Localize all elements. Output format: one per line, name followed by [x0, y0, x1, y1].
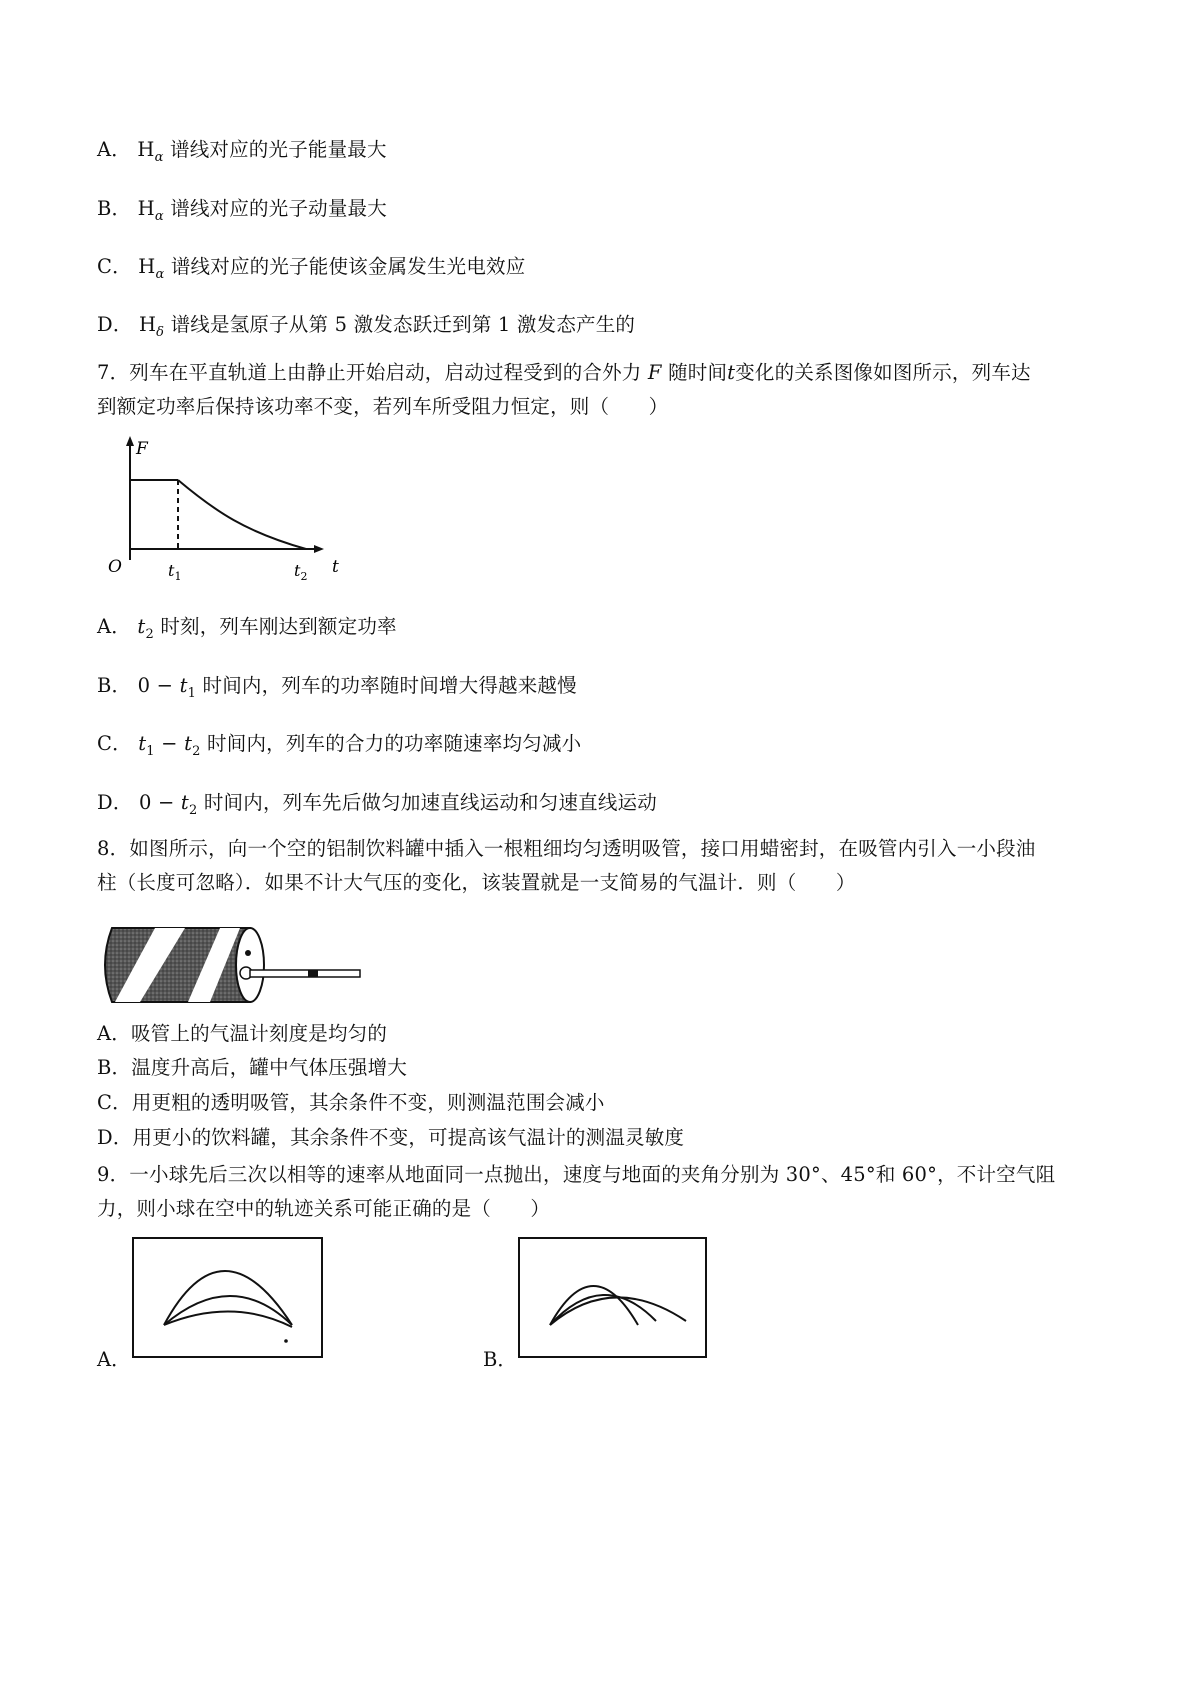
q7-option-a: A． $t_2$ 时刻，列车刚达到额定功率: [97, 615, 397, 642]
can-svg: [100, 920, 370, 1010]
t2-tick-label: $t_2$: [294, 561, 308, 582]
q6-option-d: D． $H_\delta$ 谱线是氢原子从第 5 激发态跃迁到第 1 激发态产生的: [97, 313, 636, 340]
q8-stem-line1: 8．如图所示，向一个空的铝制饮料罐中插入一根粗细均匀透明吸管，接口用蜡密封，在吸管内引入一小段油: [97, 837, 1036, 860]
x-axis-arrow: [314, 545, 324, 553]
q9-option-b-figure: [518, 1237, 708, 1359]
q6-option-c: C． $H_\alpha$ 谱线对应的光子能使该金属发生光电效应: [97, 255, 526, 282]
q8-option-c: C．用更粗的透明吸管，其余条件不变，则测温范围会减小: [97, 1091, 605, 1114]
q9-stem-line1: 9．一小球先后三次以相等的速率从地面同一点抛出，速度与地面的夹角分别为 30°、45°和 60°，不计空气阻: [97, 1163, 1056, 1186]
can-lid: [236, 928, 264, 1002]
q8-can-thermometer-figure: [100, 920, 370, 1010]
q8-option-a: A．吸管上的气温计刻度是均匀的: [97, 1022, 388, 1045]
x-axis-label: t: [332, 557, 339, 577]
y-axis-arrow: [126, 436, 134, 446]
q9-stem-line2: 力，则小球在空中的轨迹关系可能正确的是（ ）: [97, 1197, 551, 1220]
y-axis-label: F: [136, 439, 148, 459]
q9-option-b-label: B．: [483, 1348, 517, 1371]
q9-option-a-figure: [132, 1237, 324, 1359]
q7-graph-svg: [106, 432, 346, 582]
q7-stem-line2: 到额定功率后保持该功率不变，若列车所受阻力恒定，则（ ）: [97, 395, 669, 418]
decreasing-force-curve: [178, 480, 306, 549]
oil-column: [308, 970, 318, 977]
q7-stem-line1: 7．列车在平直轨道上由静止开始启动，启动过程受到的合外力 F 随时间t变化的关系图像如图所示，列车达: [97, 361, 1031, 384]
q7-option-b: B． $0 - t_1$ 时间内，列车的功率随时间增大得越来越慢: [97, 674, 577, 701]
q7-force-time-graph: [106, 432, 346, 582]
can-tab: [245, 950, 251, 956]
trajectory-a-svg: [132, 1237, 324, 1359]
q7-option-c: C． $t_1 - t_2$ 时间内，列车的合力的功率随速率均匀减小: [97, 732, 582, 759]
q6-option-a: A． $H_\alpha$ 谱线对应的光子能量最大: [97, 138, 387, 165]
t1-tick-label: $t_1$: [168, 561, 182, 582]
frame-a: [133, 1238, 322, 1357]
q8-option-b: B．温度升高后，罐中气体压强增大: [97, 1056, 408, 1079]
speck-a: [284, 1339, 288, 1343]
q9-option-a-label: A．: [97, 1348, 131, 1371]
q6-option-b: B． $H_\alpha$ 谱线对应的光子动量最大: [97, 197, 387, 224]
trajectory-b-svg: [518, 1237, 708, 1359]
origin-label: O: [108, 557, 122, 577]
q7-option-d: D． $0 - t_2$ 时间内，列车先后做匀加速直线运动和匀速直线运动: [97, 791, 657, 818]
straw: [250, 970, 360, 977]
q8-option-d: D．用更小的饮料罐，其余条件不变，可提高该气温计的测温灵敏度: [97, 1126, 685, 1149]
q8-stem-line2: 柱（长度可忽略）．如果不计大气压的变化，该装置就是一支简易的气温计．则（ ）: [97, 871, 856, 894]
